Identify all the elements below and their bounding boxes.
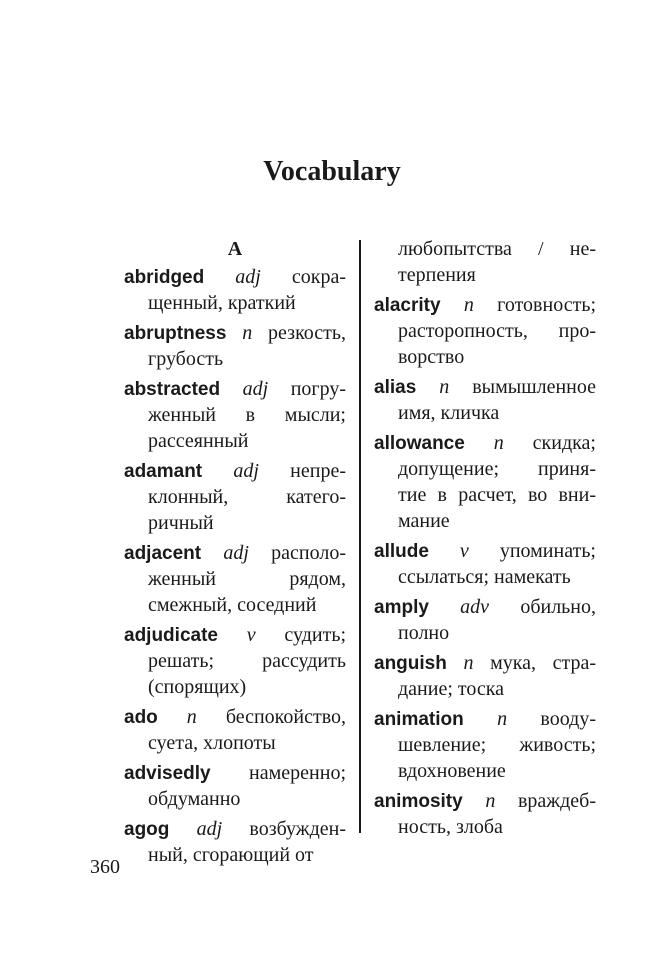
definition-line: полно <box>398 622 450 644</box>
headword: adamant <box>124 461 203 482</box>
headword: abridged <box>124 267 205 288</box>
headword: abstracted <box>124 379 221 400</box>
definition-text: погру- <box>290 378 347 400</box>
entry-first-line <box>374 292 596 318</box>
vocab-entry <box>124 376 346 454</box>
definition-text: сокра- <box>291 266 346 288</box>
part-of-speech: v <box>459 540 469 562</box>
vocab-entry <box>374 706 596 784</box>
headword: amply <box>374 597 429 618</box>
definition-text: вооду- <box>540 708 596 730</box>
vocab-entry <box>374 650 596 702</box>
definition-text: враждеб- <box>517 790 597 812</box>
headword: allowance <box>374 433 465 454</box>
definition-line: терпения <box>398 264 476 286</box>
headword: ado <box>124 707 158 728</box>
definition-line: дание; тоска <box>398 678 505 700</box>
vocab-entry <box>124 458 346 536</box>
left-column <box>124 236 346 872</box>
definition-text: обильно, <box>520 596 596 618</box>
vocab-entry <box>124 540 346 618</box>
entry-first-line <box>124 458 346 484</box>
vocab-entry <box>374 594 596 646</box>
vocab-entry <box>374 430 596 534</box>
definition-text: упоминать; <box>499 540 596 562</box>
entry-first-line <box>374 538 596 564</box>
vocab-entry <box>374 374 596 426</box>
entry-first-line <box>124 264 346 290</box>
definition-line: женный в мысли; <box>148 404 346 426</box>
left-entries <box>124 264 346 868</box>
vocab-entry <box>124 704 346 756</box>
definition-text: непре- <box>290 460 346 482</box>
headword: adjacent <box>124 543 202 564</box>
headword: abruptness <box>124 323 227 344</box>
definition-line: женный рядом, <box>148 568 346 590</box>
definition-line: любопытства / не- <box>398 238 596 260</box>
definition-line: вдохновение <box>398 760 506 782</box>
entry-first-line <box>374 430 596 456</box>
part-of-speech: adj <box>235 266 261 288</box>
part-of-speech: n <box>463 652 474 674</box>
definition-line: шевление; живость; <box>398 734 596 756</box>
vocab-entry <box>374 292 596 370</box>
part-of-speech: n <box>485 790 496 812</box>
definition-line: грубость <box>148 348 224 370</box>
entry-first-line <box>124 704 346 730</box>
headword: advisedly <box>124 763 211 784</box>
definition-line: имя, кличка <box>398 402 500 424</box>
definition-line: щенный, краткий <box>148 292 296 314</box>
definition-line: клонный, катего- <box>148 486 346 508</box>
part-of-speech: adj <box>242 378 269 400</box>
right-entries <box>374 292 596 840</box>
definition-text: беспокойство, <box>225 706 347 728</box>
entry-first-line <box>124 320 346 346</box>
definition-line: ный, сгорающий от <box>148 844 314 866</box>
definition-text: вымышленное <box>472 376 596 398</box>
headword: animosity <box>374 791 463 812</box>
part-of-speech: adj <box>233 460 259 482</box>
definition-line: мание <box>398 510 450 532</box>
entry-first-line <box>374 788 596 814</box>
definition-line: (спорящих) <box>148 676 247 698</box>
definition-text: располо- <box>271 542 346 564</box>
entry-first-line <box>124 760 346 786</box>
definition-line: допущение; приня- <box>398 458 596 480</box>
vocab-entry <box>374 538 596 590</box>
definition-text: возбужден- <box>249 818 347 840</box>
vocab-entry <box>124 622 346 700</box>
part-of-speech: adj <box>196 818 223 840</box>
part-of-speech: n <box>463 294 474 316</box>
definition-line: ворство <box>398 346 465 368</box>
headword: anguish <box>374 653 447 674</box>
definition-text: скидка; <box>532 432 596 454</box>
part-of-speech: n <box>186 706 197 728</box>
headword: allude <box>374 541 429 562</box>
definition-line: расторопность, про- <box>398 320 596 342</box>
headword: agog <box>124 819 170 840</box>
definition-text: резкость, <box>268 322 347 344</box>
definition-line: ссылаться; намекать <box>398 566 571 588</box>
headword: animation <box>374 709 464 730</box>
headword: alias <box>374 377 417 398</box>
vocab-entry <box>124 264 346 316</box>
definition-text: мука, стра- <box>490 652 597 674</box>
right-column <box>374 236 596 844</box>
part-of-speech: n <box>497 708 508 730</box>
definition-line: обдуманно <box>148 788 241 810</box>
definition-line: решать; рассудить <box>148 650 346 672</box>
vocab-entry <box>124 320 346 372</box>
page-number: 360 <box>90 856 120 878</box>
part-of-speech: v <box>246 624 256 646</box>
definition-line: ричный <box>148 512 214 534</box>
entry-first-line <box>374 594 596 620</box>
definition-line: ность, злоба <box>398 816 503 838</box>
entry-first-line <box>124 622 346 648</box>
part-of-speech: n <box>493 432 504 454</box>
entry-first-line <box>374 374 596 400</box>
definition-line: смежный, соседний <box>148 594 317 616</box>
vocab-entry <box>124 760 346 812</box>
definition-line: суета, хлопоты <box>148 732 276 754</box>
entry-first-line <box>374 706 596 732</box>
definition-line: тие в расчет, во вни- <box>398 484 596 506</box>
headword: adjudicate <box>124 625 218 646</box>
continuation-text <box>374 236 596 288</box>
definition-text: готовность; <box>497 294 596 316</box>
part-of-speech: n <box>439 376 450 398</box>
entry-first-line <box>124 376 346 402</box>
part-of-speech: adj <box>223 542 249 564</box>
definition-text: намеренно; <box>249 762 346 784</box>
entry-first-line <box>374 650 596 676</box>
entry-first-line <box>124 540 346 566</box>
part-of-speech: n <box>242 322 253 344</box>
definition-text: судить; <box>284 624 346 646</box>
section-letter: A <box>227 238 243 260</box>
entry-first-line <box>124 816 346 842</box>
column-divider <box>359 240 361 833</box>
page-title: Vocabulary <box>263 156 401 187</box>
vocab-entry <box>374 788 596 840</box>
headword: alacrity <box>374 295 441 316</box>
vocab-entry <box>124 816 346 868</box>
part-of-speech: adv <box>460 596 490 618</box>
definition-line: рассеянный <box>148 430 249 452</box>
